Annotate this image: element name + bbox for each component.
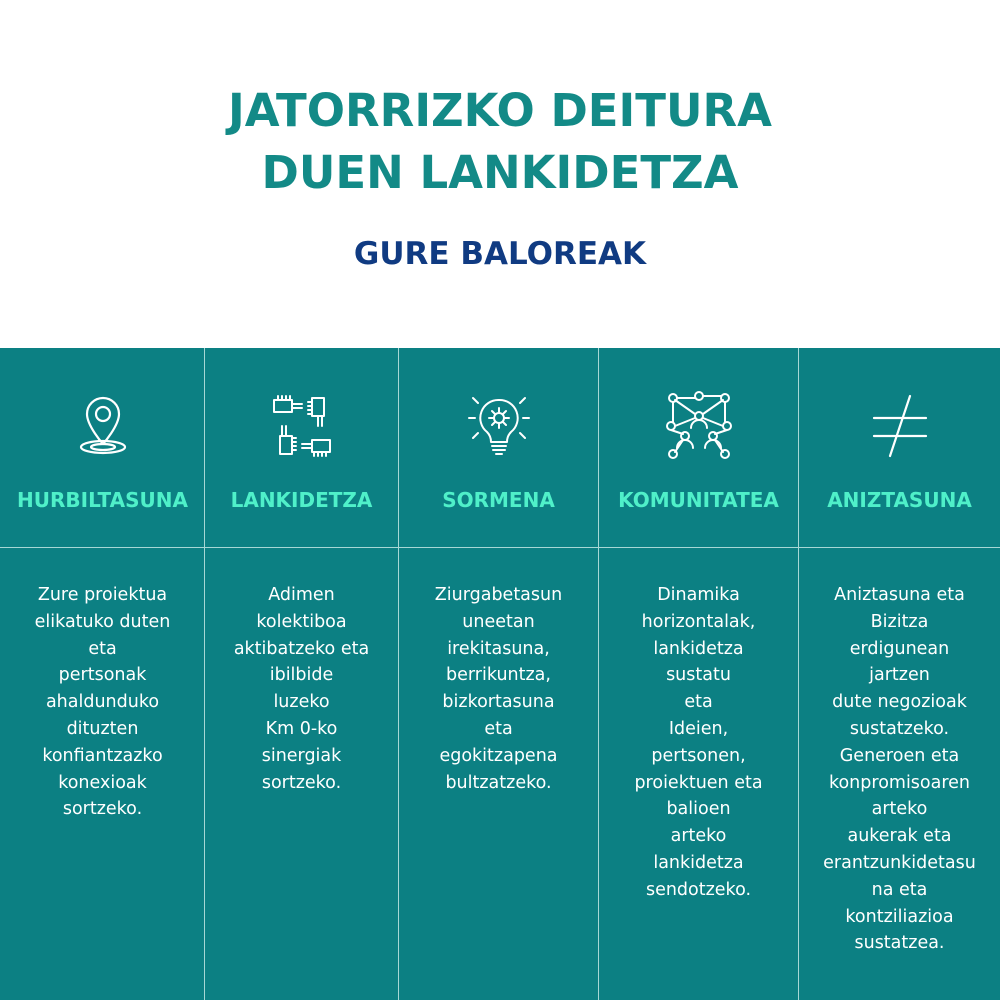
joined-hands-icon [266, 390, 338, 462]
value-column-komunitatea [598, 348, 798, 1000]
page-title-line-2: DUEN LANKIDETZA [261, 146, 739, 199]
value-description: Adimen kolektiboa aktibatzeko eta ibilbide luzeko Km 0-ko sinergiak sortzeko. [233, 585, 370, 793]
header-divider [0, 547, 1000, 548]
value-description: Ziurgabetasun uneetan irekitasuna, berrikuntza, bizkortasuna eta egokitzapena bultzatzeko. [434, 585, 563, 793]
values-table [0, 348, 1000, 1000]
value-description: Aniztasuna eta Bizitza erdigunean jartzen dute negozioak sustatzeko. Generoen eta konpromisoaren arteko aukerak eta erantzunkidetasu na eta kontziliazioa sustatzea. [823, 585, 976, 954]
value-column-lankidetza [204, 348, 398, 1000]
header [0, 0, 1000, 348]
value-title: KOMUNITATEA [618, 488, 779, 512]
value-title: LANKIDETZA [230, 488, 373, 512]
value-title: ANIZTASUNA [827, 488, 972, 512]
value-description: Zure proiektua elikatuko duten eta pertsonak ahaldunduko dituzten konfiantzazko konexioak sortzeko. [34, 585, 171, 820]
value-column-hurbiltasuna [0, 348, 204, 1000]
page-subtitle: GURE BALOREAK [353, 236, 647, 272]
value-column-aniztasuna [798, 348, 1000, 1000]
value-title: HURBILTASUNA [17, 488, 188, 512]
value-column-sormena [398, 348, 598, 1000]
value-title: SORMENA [442, 488, 555, 512]
page-title-line-1: JATORRIZKO DEITURA [227, 84, 773, 137]
value-description: Dinamika horizontalak, lankidetza sustatu eta Ideien, pertsonen, proiektuen eta balioen arteko lankidetza sendotzeko. [634, 585, 763, 900]
lightbulb-gear-icon [463, 390, 535, 462]
community-network-icon [663, 390, 735, 462]
not-equal-icon [864, 390, 936, 462]
location-pin-icon [67, 390, 139, 462]
